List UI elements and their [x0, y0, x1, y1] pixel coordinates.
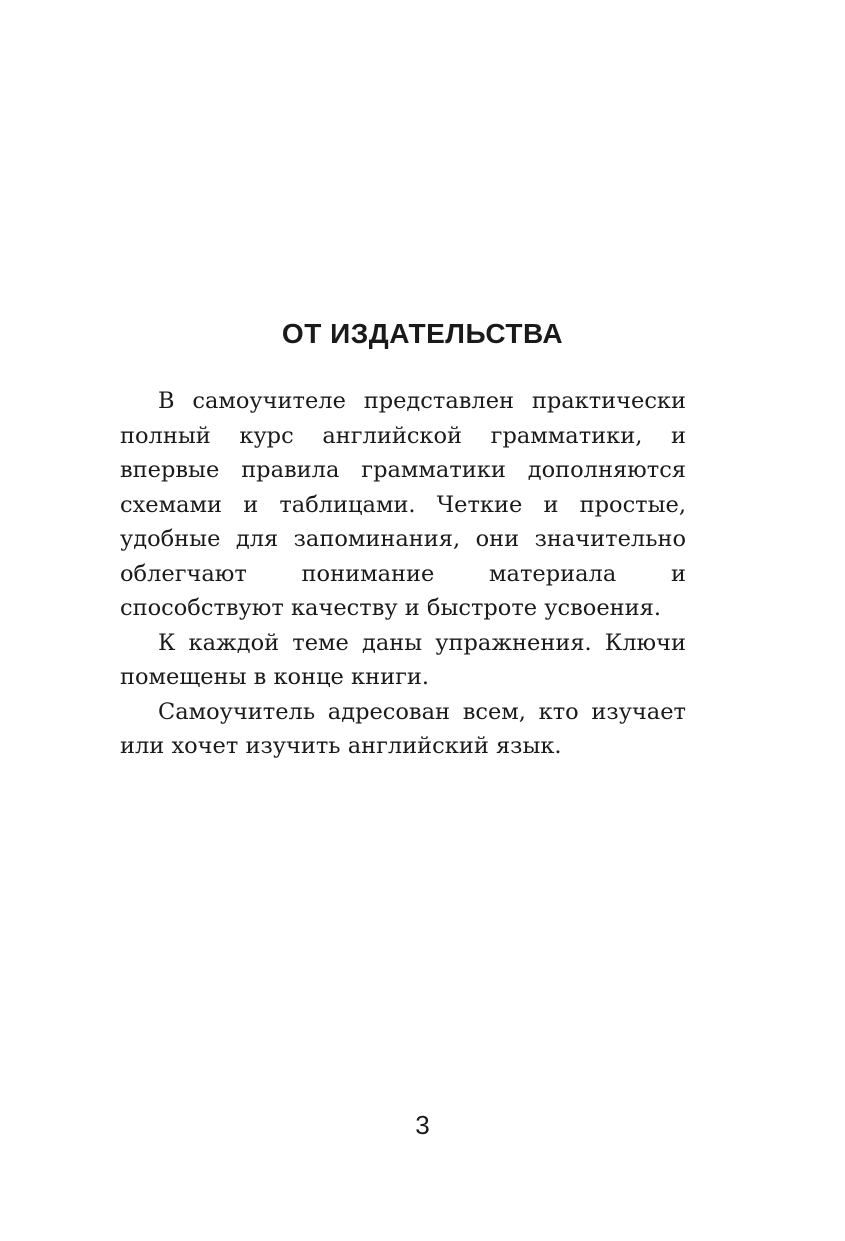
page-number: 3	[415, 1110, 430, 1140]
paragraph-audience: Самоучитель адресован всем, кто изучает или хочет изучить английский язык.	[120, 698, 686, 759]
body-text	[120, 384, 686, 764]
paragraph-exercises: К каждой теме даны упражнения. Ключи помещены в конце книги.	[120, 629, 686, 690]
paragraph-intro: В самоучителе представлен практически полный курс английской грамматики, и впервые правила грамматики дополняются схемами и таблицами. Четкие и простые, удобные для запоминания, они значительно облегчают понимание материала и способствуют качеству и быстроте усвоения.	[120, 388, 686, 621]
section-heading: ОТ ИЗДАТЕЛЬСТВА	[281, 318, 564, 349]
